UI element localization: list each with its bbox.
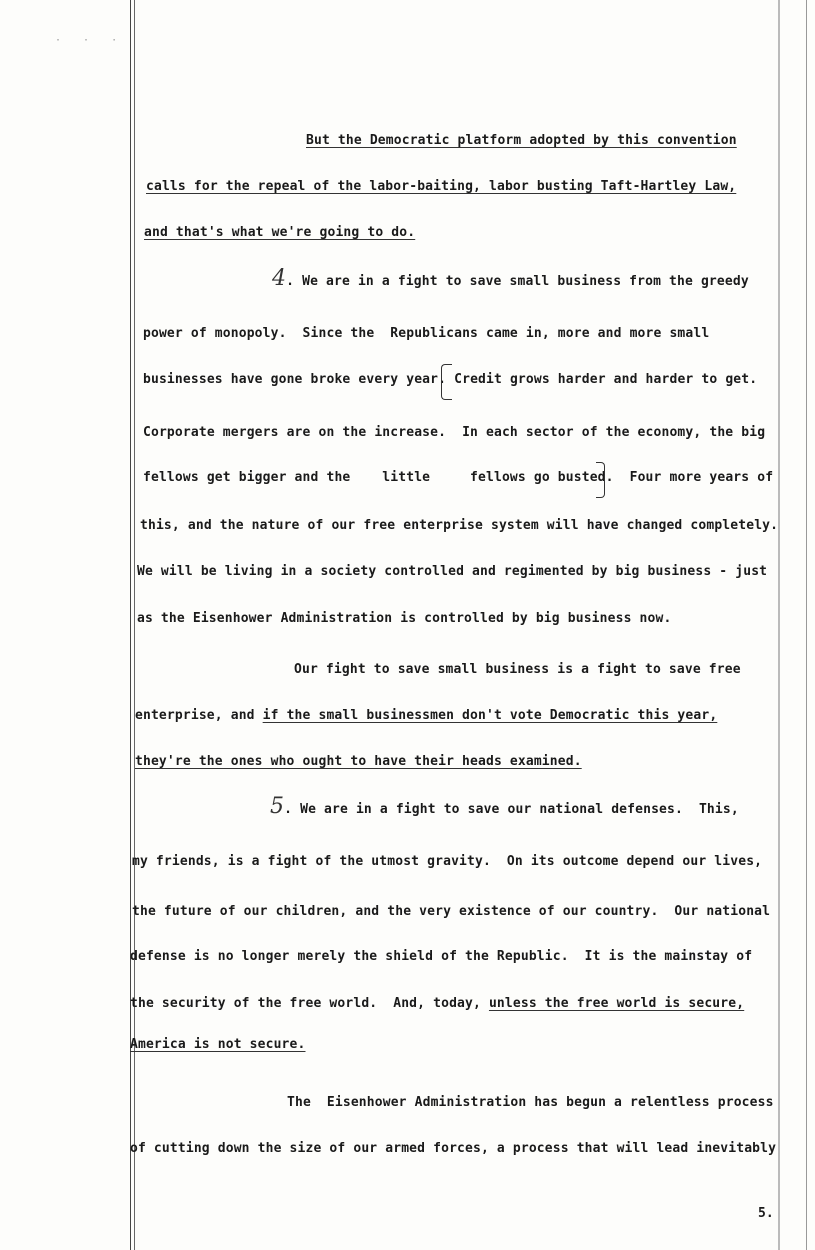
handwritten-number-5: 5 (270, 794, 285, 819)
text-line-13 (135, 708, 717, 723)
text-line-8a: fellows get bigger and the little fellows go busted. (143, 470, 614, 485)
text-line-19b: unless the free world is secure, (488, 996, 745, 1011)
text-line-6b: Credit grows harder and harder to get. (454, 372, 758, 387)
text-line-13b: if the small businessmen don't vote Democratic this year, (262, 708, 718, 723)
text-line-18: defense is no longer merely the shield of the Republic. It is the mainstay of (130, 949, 753, 964)
text-line-20: America is not secure. (130, 1037, 306, 1052)
text-line-2: calls for the repeal of the labor-baiting, labor busting Taft-Hartley Law, (146, 179, 737, 194)
text-line-5: power of monopoly. Since the Republicans came in, more and more small (143, 326, 710, 341)
text-line-19a: the security of the free world. And, today, (130, 996, 489, 1011)
text-line-8b: Four more years of (629, 470, 774, 485)
text-line-13a: enterprise, and (135, 708, 263, 723)
handwritten-number-4: 4 (272, 266, 287, 291)
text-line-8 (143, 470, 773, 485)
paragraph-4 (272, 266, 749, 291)
text-line-17: the future of our children, and the very existence of our country. Our national (132, 904, 771, 919)
right-margin-rule (778, 0, 780, 1250)
paragraph-5 (270, 794, 739, 819)
text-line-16: my friends, is a fight of the utmost gravity. On its outcome depend our lives, (132, 854, 763, 869)
text-line-21: The Eisenhower Administration has begun a relentless process (287, 1095, 774, 1110)
handwritten-bracket-close (596, 462, 605, 498)
text-line-10: We will be living in a society controlled and regimented by big business - just (137, 564, 768, 579)
text-line-1: But the Democratic platform adopted by this convention (306, 133, 737, 148)
text-line-15: . We are in a fight to save our national defenses. This, (284, 802, 739, 817)
page-edge (806, 0, 807, 1250)
text-line-4: . We are in a fight to save small business from the greedy (286, 274, 749, 289)
text-line-19 (130, 996, 744, 1011)
text-line-14: they're the ones who ought to have their heads examined. (135, 754, 582, 769)
paper-specks: · · · (55, 35, 126, 46)
text-line-11: as the Eisenhower Administration is controlled by big business now. (137, 611, 672, 626)
margin-rule-inner (134, 0, 135, 1250)
text-line-7: Corporate mergers are on the increase. In each sector of the economy, the big (143, 425, 766, 440)
text-line-9: this, and the nature of our free enterprise system will have changed completely. (140, 518, 779, 533)
text-line-3: and that's what we're going to do. (144, 225, 416, 240)
margin-rule-outer (130, 0, 131, 1250)
text-line-6a: businesses have gone broke every year. (143, 372, 447, 387)
page-number: 5. (758, 1206, 774, 1221)
text-line-12: Our fight to save small business is a fight to save free (294, 662, 741, 677)
handwritten-bracket-open (441, 364, 452, 400)
text-line-22: of cutting down the size of our armed forces, a process that will lead inevitably (130, 1141, 777, 1156)
